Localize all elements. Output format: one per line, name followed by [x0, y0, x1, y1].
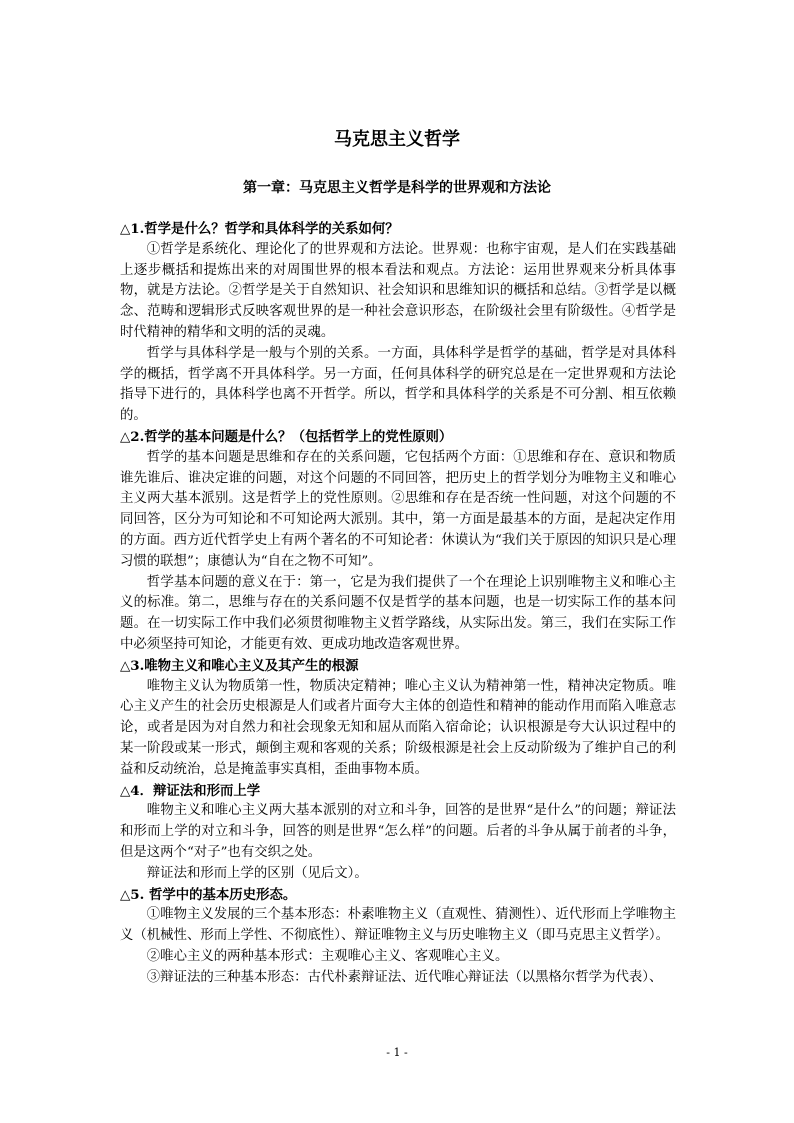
paragraph: 唯物主义认为物质第一性，物质决定精神；唯心主义认为精神第一性，精神决定物质。唯心主义产生的社会历史根源是人们或者片面夸大主体的创造性和精神的能动作用而陷入唯意志论，或者是因为对自然力和社会现象无知和屈从而陷入宿命论；认识根源是夸大认识过程中的某一阶段或某一形式，颠倒主观和客观的关系；阶级根源是社会上反动阶级为了维护自己的利益和反动统治，总是掩盖事实真相，歪曲事物本质。 [120, 678, 676, 777]
chapter-heading: 第一章：马克思主义哲学是科学的世界观和方法论 [243, 180, 551, 196]
section-heading: △1.哲学是什么？哲学和具体科学的关系如何？ [120, 221, 399, 237]
section-heading: △5. 哲学中的基本历史形态。 [120, 886, 297, 903]
section-heading: △4．辩证法和形而上学 [120, 782, 261, 799]
section-heading: △2.哲学的基本问题是什么？（包括哲学上的党性原则） [120, 428, 453, 445]
paragraph: ①唯物主义发展的三个基本形态：朴素唯物主义（直观性、猜测性）、近代形而上学唯物主义（机械性、形而上学性、不彻底性）、辩证唯物主义与历史唯物主义（即马克思主义哲学）。 [120, 907, 676, 944]
paragraph: 辩证法和形而上学的区别（见后文）。 [146, 865, 368, 881]
paragraph: 唯物主义和唯心主义两大基本派别的对立和斗争，回答的是世界“是什么”的问题；辩证法和形而上学的对立和斗争，回答的则是世界“怎么样”的问题。后者的斗争从属于前者的斗争，但是这两个“对子”也有交织之处。 [120, 803, 676, 860]
paragraph: ③辩证法的三种基本形态：古代朴素辩证法、近代唯心辩证法（以黑格尔哲学为代表）、 [146, 969, 663, 985]
paragraph: 哲学与具体科学是一般与个别的关系。一方面，具体科学是哲学的基础，哲学是对具体科学的概括，哲学离不开具体科学。另一方面，任何具体科学的研究总是在一定世界观和方法论指导下进行的，具体科学也离不开哲学。所以，哲学和具体科学的关系是不可分割、相互依赖的。 [120, 345, 676, 424]
page-number: - 1 - [386, 1046, 408, 1059]
document-body [120, 219, 676, 988]
section-heading: △3.唯物主义和唯心主义及其产生的根源 [120, 657, 359, 674]
paragraph: 哲学基本问题的意义在于：第一，它是为我们提供了一个在理论上识别唯物主义和唯心主义的标准。第二，思维与存在的关系问题不仅是哲学的基本问题，也是一切实际工作的基本问题。在一切实际工作中我们必须贯彻唯物主义哲学路线，从实际出发。第三，我们在实际工作中必须坚持可知论，才能更有效、更成功地改造客观世界。 [120, 574, 676, 652]
paragraph: 哲学的基本问题是思维和存在的关系问题，它包括两个方面：①思维和存在、意识和物质谁先谁后、谁决定谁的问题，对这个问题的不同回答，把历史上的哲学划分为唯物主义和唯心主义两大基本派别。这是哲学上的党性原则。②思维和存在是否统一性问题，对这个问题的不同回答，区分为可知论和不可知论两大派别。其中，第一方面是最基本的方面，是起决定作用的方面。西方近代哲学史上有两个著名的不可知论者：休谟认为“我们关于原因的知识只是心理习惯的联想”；康德认为“自在之物不可知”。 [120, 449, 676, 569]
page-title: 马克思主义哲学 [334, 129, 460, 150]
paragraph: ②唯心主义的两种基本形式：主观唯心主义、客观唯心主义。 [146, 948, 509, 964]
paragraph: ①哲学是系统化、理论化了的世界观和方法论。世界观：也称宇宙观，是人们在实践基础上逐步概括和提炼出来的对周围世界的根本看法和观点。方法论：运用世界观来分析具体事物，就是方法论。②哲学是关于自然知识、社会知识和思维知识的概括和总结。③哲学是以概念、范畴和逻辑形式反映客观世界的是一种社会意识形态，在阶级社会里有阶级性。④哲学是时代精神的精华和文明的活的灵魂。 [120, 241, 676, 340]
